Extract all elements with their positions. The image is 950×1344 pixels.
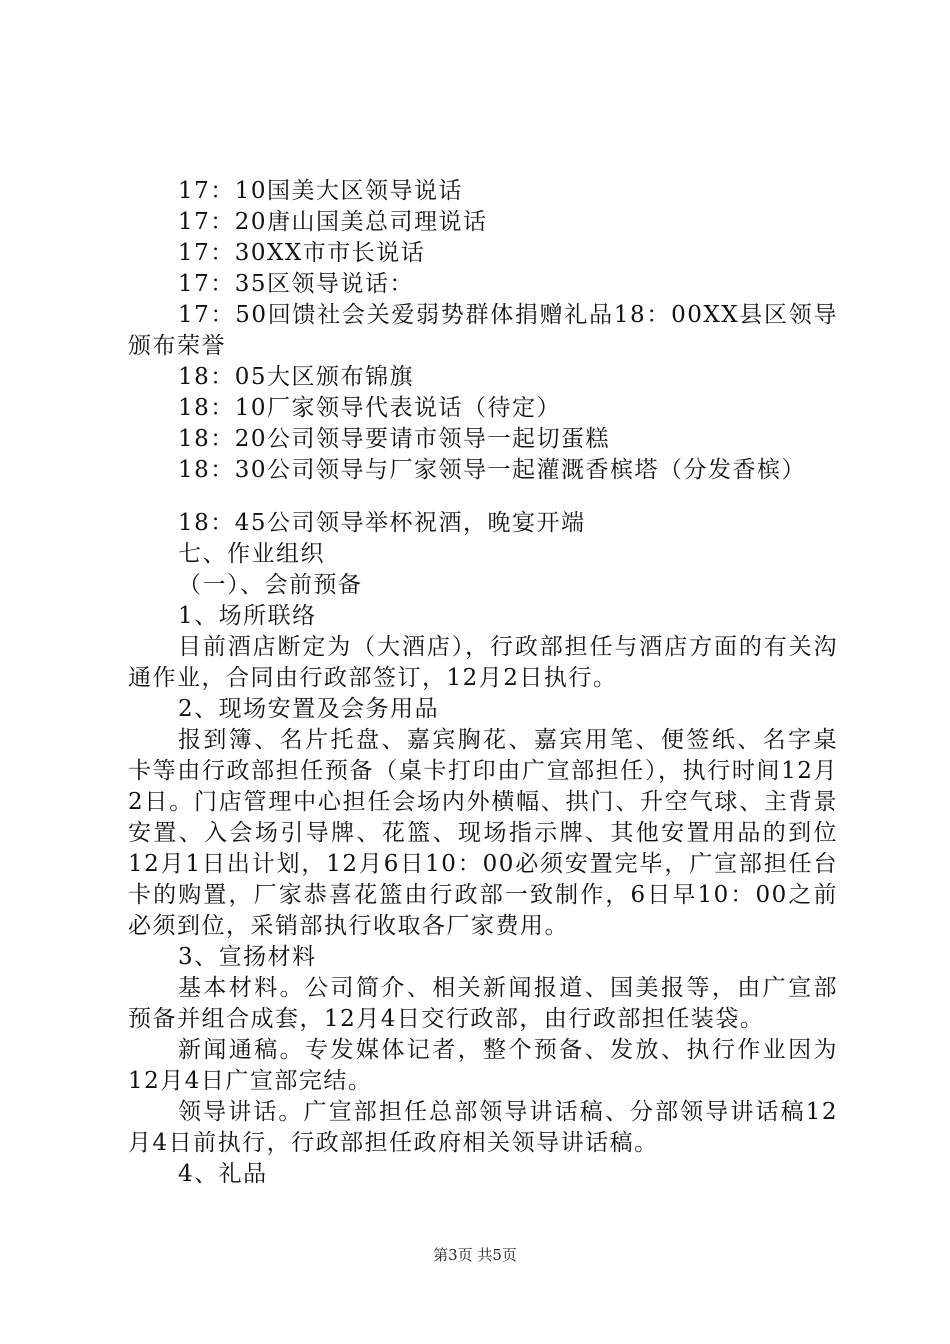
schedule-line: 18：45公司领导举杯祝酒，晚宴开端 — [178, 510, 586, 536]
item-title: 2、现场安置及会务用品 — [178, 696, 440, 722]
item-paragraph: 基本材料。公司简介、相关新闻报道、国美报等，由广宣部预备并组合成套，12月4日交行政部，由行政部担任装袋。 — [128, 975, 838, 1032]
subsection-title: （一）、会前预备 — [178, 572, 363, 598]
item-paragraph: 报到簿、名片托盘、嘉宾胸花、嘉宾用笔、便签纸、名字桌卡等由行政部担任预备（桌卡打印由广宣部担任），执行时间12月2日。门店管理中心担任会场内外横幅、拱门、升空气球、主背景安置、入会场引导牌、花篮、现场指示牌、其他安置用品的到位12月1日出计划，12月6日10：00必须安置完毕，广宣部担任台卡的购置，厂家恭喜花篮由行政部一致制作，6日早10：00之前必须到位，采销部执行收取各厂家费用。 — [128, 727, 838, 939]
schedule-line: 17：30XX市市长说话 — [178, 240, 426, 266]
schedule-line: 17：35区领导说话： — [178, 271, 415, 297]
page-number-footer: 第3页 共5页 — [433, 1246, 517, 1264]
item-title: 1、场所联络 — [178, 603, 317, 629]
schedule-line: 18：30公司领导与厂家领导一起灌溉香槟塔（分发香槟） — [178, 457, 807, 483]
spacer — [128, 486, 838, 508]
schedule-line: 18：05大区颁布锦旗 — [178, 364, 415, 390]
schedule-line-wrapped: 17：50回馈社会关爱弱势群体捐赠礼品18：00XX县区领导颁布荣誉 — [128, 302, 838, 359]
schedule-line: 18：10厂家领导代表说话（待定） — [178, 395, 562, 421]
schedule-line: 17：20唐山国美总司理说话 — [178, 209, 488, 235]
item-paragraph: 领导讲话。广宣部担任总部领导讲话稿、分部领导讲话稿12月4日前执行，行政部担任政府相关领导讲话稿。 — [128, 1099, 838, 1156]
document-body — [128, 176, 838, 1190]
item-title: 4、礼品 — [178, 1161, 268, 1187]
schedule-line: 17：10国美大区领导说话 — [178, 178, 464, 204]
schedule-line: 18：20公司领导要请市领导一起切蛋糕 — [178, 426, 611, 452]
item-title: 3、宣扬材料 — [178, 944, 317, 970]
item-paragraph: 新闻通稿。专发媒体记者，整个预备、发放、执行作业因为12月4日广宣部完结。 — [128, 1037, 838, 1094]
item-paragraph: 目前酒店断定为（大酒店），行政部担任与酒店方面的有关沟通作业，合同由行政部签订，12月2日执行。 — [128, 634, 838, 691]
section-title: 七、作业组织 — [178, 541, 325, 567]
